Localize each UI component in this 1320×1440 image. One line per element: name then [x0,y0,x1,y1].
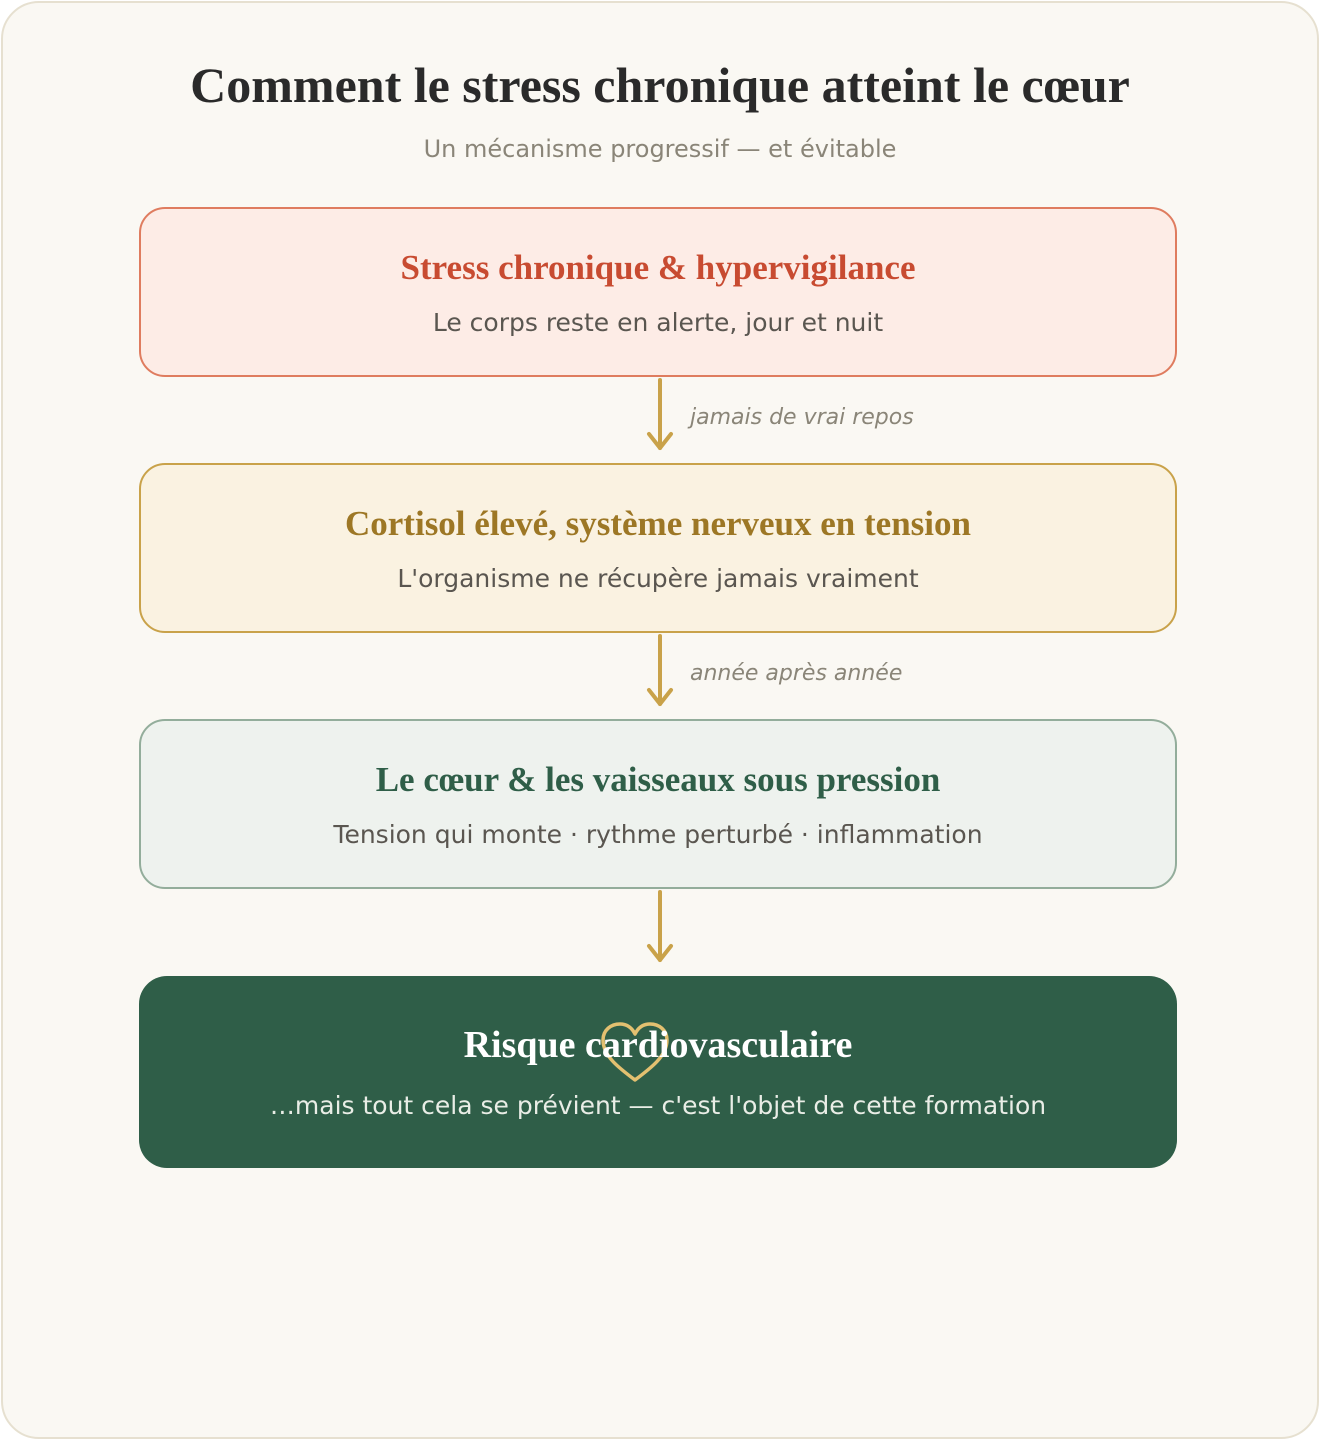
step-description: Tension qui monte · rythme perturbé · inflammation [333,820,983,849]
step-description: L'organisme ne récupère jamais vraiment [397,564,919,593]
step-description: Le corps reste en alerte, jour et nuit [432,308,884,337]
step-cortisol [139,463,1177,633]
step-heading: Le cœur & les vaisseaux sous pression [375,760,941,799]
step-heading: Stress chronique & hypervigilance [400,248,916,287]
step-heading: Cortisol élevé, système nerveux en tension [345,504,971,543]
down-arrow-icon [644,890,676,964]
down-arrow-icon [644,378,676,452]
step-description: …mais tout cela se prévient — c'est l'objet de cette formation [269,1091,1047,1120]
step-heading: Risque cardiovasculaire [463,1024,853,1066]
step-risque-cardiovasculaire [139,976,1177,1168]
page-title: Comment le stress chronique atteint le cœur [190,57,1130,113]
down-arrow-icon [644,634,676,708]
connector-label: année après année [690,661,903,686]
step-coeur-vaisseaux [139,719,1177,889]
connector-label: jamais de vrai repos [690,405,914,430]
step-stress-chronique [139,207,1177,377]
page-subtitle: Un mécanisme progressif — et évitable [423,135,897,163]
